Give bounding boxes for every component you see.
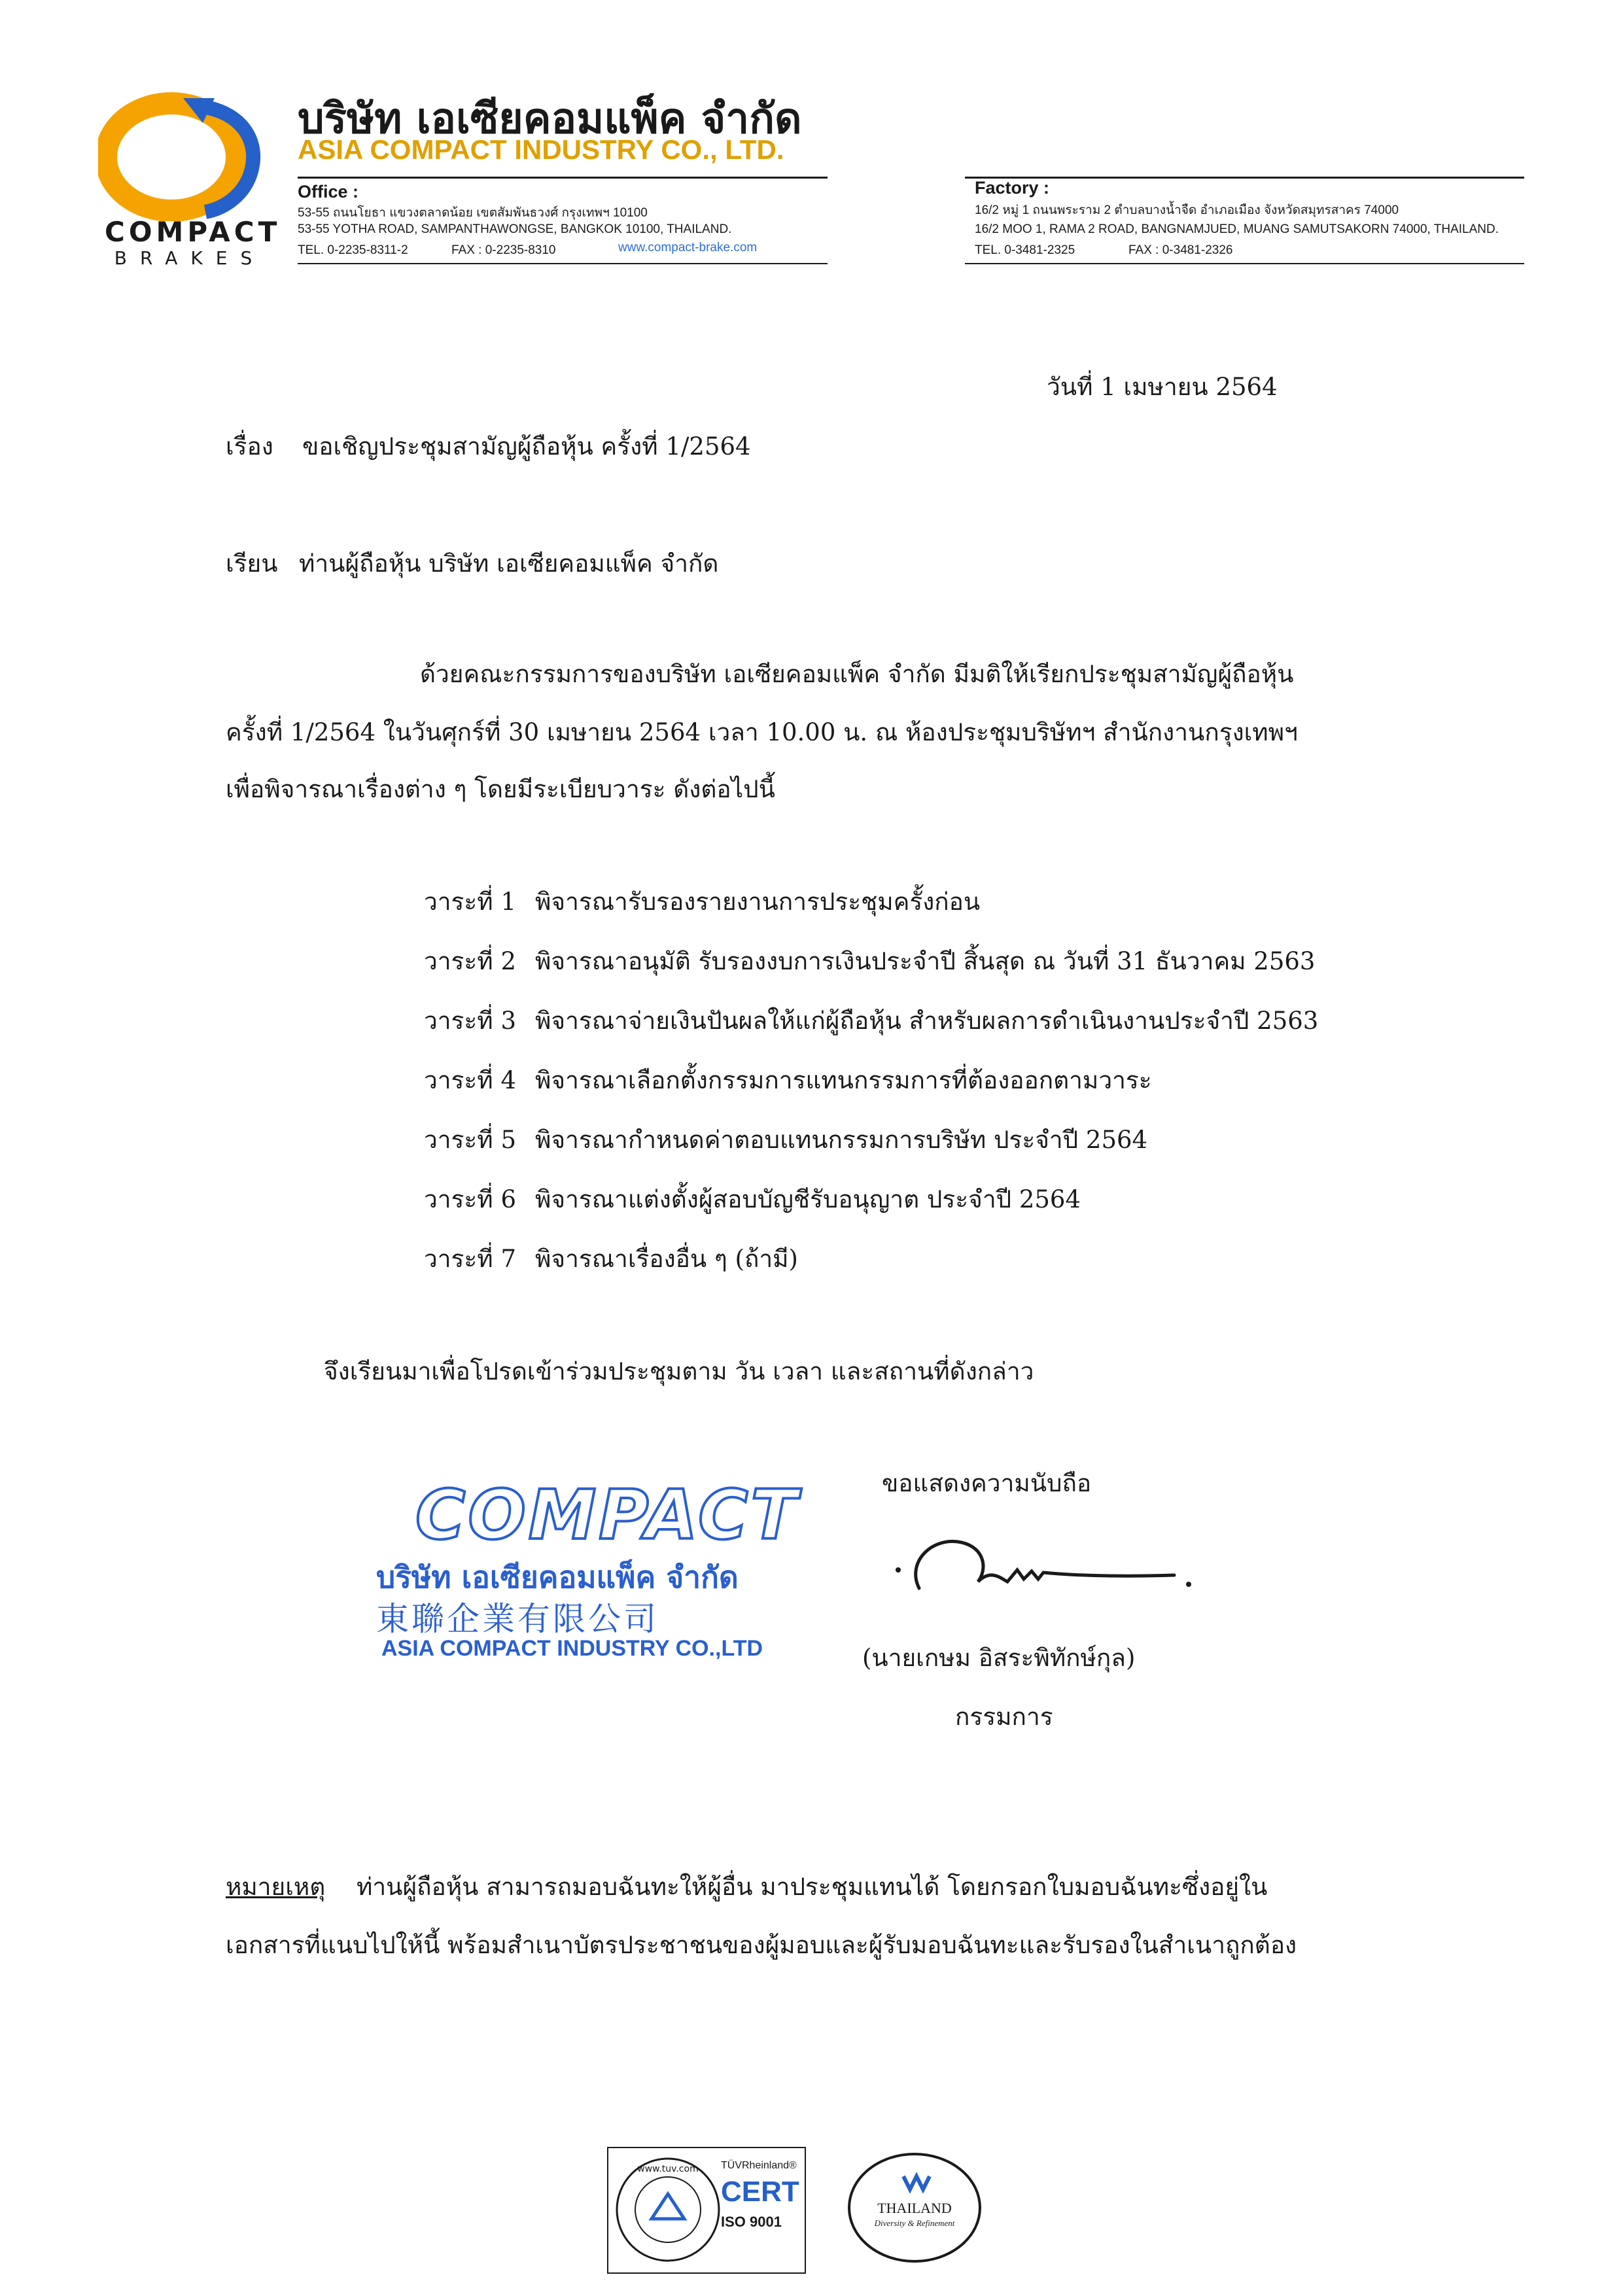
stamp-english-name: ASIA COMPACT INDUSTRY CO.,LTD: [381, 1636, 763, 1661]
agenda-label: วาระที่ 1: [424, 888, 516, 916]
logo-subtitle: BRAKES: [114, 247, 266, 269]
agenda-text: พิจารณาแต่งตั้งผู้สอบบัญชีรับอนุญาต ประจำปี 2564: [535, 1185, 1081, 1213]
note-label: หมายเหตุ: [226, 1873, 326, 1901]
office-address-english: 53-55 YOTHA ROAD, SAMPANTHAWONGSE, BANGKOK 10100, THAILAND.: [298, 222, 732, 236]
agenda-label: วาระที่ 5: [424, 1126, 516, 1154]
signer-title: กรรมการ: [955, 1703, 1053, 1731]
intro-line: เพื่อพิจารณาเรื่องต่าง ๆ โดยมีระเบียบวาระ ดังต่อไปนี้: [226, 775, 775, 803]
office-fax: FAX : 0-2235-8310: [451, 243, 556, 257]
agenda-text: พิจารณาเลือกตั้งกรรมการแทนกรรมการที่ต้องออกตามวาระ: [535, 1066, 1152, 1094]
recipient-label: เรียน: [226, 549, 278, 578]
company-logo-mark: [98, 84, 275, 221]
factory-address-thai: 16/2 หมู่ 1 ถนนพระราม 2 ตำบลบางน้ำจืด อำเภอเมือง จังหวัดสมุทรสาคร 74000: [975, 203, 1399, 217]
agenda-text: พิจารณากำหนดค่าตอบแทนกรรมการบริษัท ประจำปี 2564: [535, 1126, 1148, 1154]
subject-text: ขอเชิญประชุมสามัญผู้ถือหุ้น ครั้งที่ 1/2564: [302, 432, 751, 461]
office-tel: TEL. 0-2235-8311-2: [298, 243, 408, 257]
company-name-english: ASIA COMPACT INDUSTRY CO., LTD.: [298, 134, 784, 165]
agenda-text: พิจารณาอนุมัติ รับรองงบการเงินประจำปี สิ้นสุด ณ วันที่ 31 ธันวาคม 2563: [535, 947, 1316, 975]
stamp-compact-text: COMPACT: [415, 1475, 800, 1555]
note-line: เอกสารที่แนบไปให้นี้ พร้อมสำเนาบัตรประชาชนของผู้มอบและผู้รับมอบฉันทะและรับรองในสำเนาถูกต้อง: [226, 1931, 1297, 1959]
factory-fax: FAX : 0-3481-2326: [1128, 243, 1233, 257]
tuv-ring-text: www.tuv.com: [637, 2164, 699, 2174]
letter-date: วันที่ 1 เมษายน 2564: [1047, 373, 1278, 401]
handwritten-signature: [886, 1516, 1200, 1614]
factory-title: Factory :: [975, 178, 1050, 198]
factory-address-english: 16/2 MOO 1, RAMA 2 ROAD, BANGNAMJUED, MUANG SAMUTSAKORN 74000, THAILAND.: [975, 222, 1499, 236]
factory-tel: TEL. 0-3481-2325: [975, 243, 1075, 257]
thailand-label: THAILAND: [877, 2200, 952, 2216]
thailand-tagline: Diversity & Refinement: [874, 2218, 955, 2228]
intro-line: ด้วยคณะกรรมการของบริษัท เอเซียคอมแพ็ค จำกัด มีมติให้เรียกประชุมสามัญผู้ถือหุ้น: [420, 660, 1294, 688]
company-name-thai: บริษัท เอเซียคอมแพ็ค จำกัด: [298, 95, 802, 143]
iso-label: ISO 9001: [721, 2214, 782, 2230]
logo-wordmark: COMPACT: [105, 216, 281, 248]
regards: ขอแสดงความนับถือ: [882, 1469, 1092, 1497]
agenda-label: วาระที่ 6: [424, 1185, 516, 1213]
agenda-text: พิจารณารับรองรายงานการประชุมครั้งก่อน: [535, 888, 981, 916]
signer-name: (นายเกษม อิสระพิทักษ์กุล): [862, 1644, 1136, 1672]
intro-line: ครั้งที่ 1/2564 ในวันศุกร์ที่ 30 เมษายน 2564 เวลา 10.00 น. ณ ห้องประชุมบริษัทฯ สำนักงานกรุงเทพฯ: [226, 718, 1298, 746]
office-address-thai: 53-55 ถนนโยธา แขวงตลาดน้อย เขตสัมพันธวงศ์ กรุงเทพฯ 10100: [298, 206, 648, 220]
agenda-label: วาระที่ 4: [424, 1066, 516, 1094]
cert-label: CERT: [721, 2176, 799, 2208]
company-stamp: [376, 1475, 800, 1671]
agenda-label: วาระที่ 3: [424, 1007, 516, 1035]
header-underline: [965, 263, 1524, 264]
closing-sentence: จึงเรียนมาเพื่อโปรดเข้าร่วมประชุมตาม วัน เวลา และสถานที่ดังกล่าว: [324, 1357, 1034, 1385]
thailand-brand-badge: [846, 2150, 983, 2265]
office-title: Office :: [298, 182, 359, 201]
recipient-text: ท่านผู้ถือหุ้น บริษัท เอเซียคอมแพ็ค จำกัด: [299, 549, 719, 578]
stamp-thai-name: บริษัท เอเซียคอมแพ็ค จำกัด: [376, 1559, 739, 1595]
tuv-ring-icon: [612, 2153, 724, 2266]
website-link[interactable]: www.compact-brake.com: [618, 241, 758, 254]
stamp-chinese-name: 東聯企業有限公司: [376, 1600, 659, 1638]
agenda-label: วาระที่ 2: [424, 947, 516, 975]
tuv-brand: TÜVRheinland®: [721, 2160, 797, 2171]
note-line: ท่านผู้ถือหุ้น สามารถมอบฉันทะให้ผู้อื่น มาประชุมแทนได้ โดยกรอกใบมอบฉันทะซึ่งอยู่ใน: [357, 1873, 1268, 1901]
subject-label: เรื่อง: [226, 432, 273, 461]
agenda-text: พิจารณาเรื่องอื่น ๆ (ถ้ามี): [535, 1245, 798, 1273]
header-divider: [298, 177, 828, 179]
agenda-text: พิจารณาจ่ายเงินปันผลให้แก่ผู้ถือหุ้น สำหรับผลการดำเนินงานประจำปี 2563: [535, 1007, 1319, 1035]
tuv-cert-logo: [607, 2147, 806, 2274]
header-underline: [298, 263, 828, 264]
agenda-label: วาระที่ 7: [424, 1245, 516, 1273]
